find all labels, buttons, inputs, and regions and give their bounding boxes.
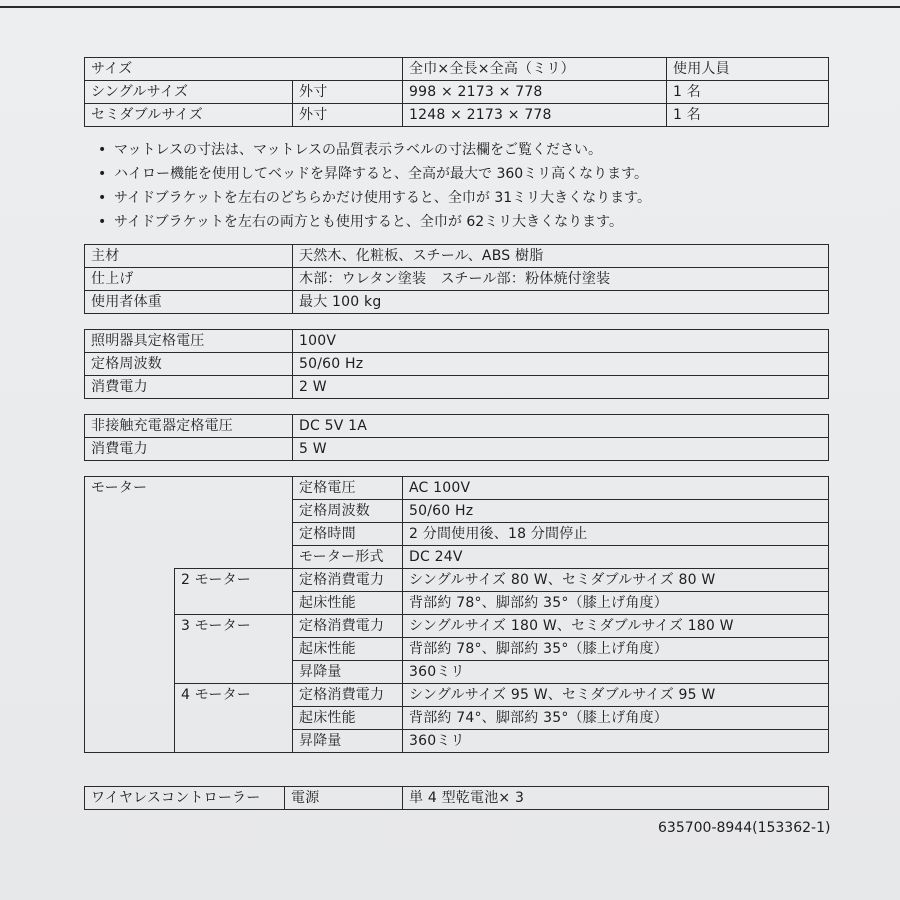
- lighting-value: 100V: [293, 330, 829, 353]
- material-table: [84, 244, 829, 314]
- size-name: シングルサイズ: [85, 81, 293, 104]
- motor-value: シングルサイズ 180 W、セミダブルサイズ 180 W: [403, 615, 829, 638]
- charger-label: 非接触充電器定格電圧: [85, 415, 293, 438]
- lighting-row: [85, 330, 829, 353]
- size-header-dims: 全巾×全長×全高（ミリ）: [403, 58, 667, 81]
- material-value: 天然木、化粧板、スチール、ABS 樹脂: [293, 245, 829, 268]
- motor-group-name: 4 モーター: [175, 684, 293, 753]
- charger-value: DC 5V 1A: [293, 415, 829, 438]
- lighting-row: [85, 353, 829, 376]
- charger-label: 消費電力: [85, 438, 293, 461]
- motor-value: シングルサイズ 80 W、セミダブルサイズ 80 W: [403, 569, 829, 592]
- motor-label: 定格消費電力: [293, 615, 403, 638]
- motor-label: 昇降量: [293, 661, 403, 684]
- material-value: 最大 100 kg: [293, 291, 829, 314]
- charger-value: 5 W: [293, 438, 829, 461]
- material-row: [85, 291, 829, 314]
- note-text: サイドブラケットを左右のどちらかだけ使用すると、全巾が 31ミリ大きくなります。: [114, 190, 652, 206]
- note-text: サイドブラケットを左右の両方とも使用すると、全巾が 62ミリ大きくなります。: [114, 214, 624, 230]
- motor-group-name: 2 モーター: [175, 569, 293, 615]
- material-row: [85, 245, 829, 268]
- size-header-people: 使用人員: [667, 58, 829, 81]
- charger-table: [84, 414, 829, 461]
- charger-row: [85, 415, 829, 438]
- motor-row: [85, 477, 829, 500]
- motor-label: 起床性能: [293, 707, 403, 730]
- note-item: • ハイロー機能を使用してベッドを昇降すると、全高が最大で 360ミリ高くなります。: [98, 166, 649, 182]
- size-row: [85, 104, 829, 127]
- motor-value: 50/60 Hz: [403, 500, 829, 523]
- size-people: 1 名: [667, 81, 829, 104]
- motor-value: 360ミリ: [403, 661, 829, 684]
- motor-label: モーター形式: [293, 546, 403, 569]
- charger-row: [85, 438, 829, 461]
- size-table: [84, 57, 829, 127]
- lighting-label: 消費電力: [85, 376, 293, 399]
- material-row: [85, 268, 829, 291]
- size-dims: 998 × 2173 × 778: [403, 81, 667, 104]
- motor-spacer: [85, 569, 175, 753]
- controller-table: [84, 786, 829, 810]
- material-value: 木部：ウレタン塗装 スチール部：粉体焼付塗装: [293, 268, 829, 291]
- material-label: 仕上げ: [85, 268, 293, 291]
- controller-row: [85, 787, 829, 810]
- motor-group-name: 3 モーター: [175, 615, 293, 684]
- lighting-label: 定格周波数: [85, 353, 293, 376]
- lighting-table: [84, 329, 829, 399]
- motor-label: 定格消費電力: [293, 569, 403, 592]
- motor-label: 定格時間: [293, 523, 403, 546]
- motor-label: 昇降量: [293, 730, 403, 753]
- lighting-value: 50/60 Hz: [293, 353, 829, 376]
- note-item: • マットレスの寸法は、マットレスの品質表示ラベルの寸法欄をご覧ください。: [98, 142, 603, 158]
- lighting-label: 照明器具定格電圧: [85, 330, 293, 353]
- motor-value: シングルサイズ 95 W、セミダブルサイズ 95 W: [403, 684, 829, 707]
- material-label: 主材: [85, 245, 293, 268]
- motor-label: 定格消費電力: [293, 684, 403, 707]
- motor-value: 背部約 74°、脚部約 35°（膝上げ角度）: [403, 707, 829, 730]
- motor-title: モーター: [85, 477, 293, 569]
- motor-value: 背部約 78°、脚部約 35°（膝上げ角度）: [403, 592, 829, 615]
- note-text: マットレスの寸法は、マットレスの品質表示ラベルの寸法欄をご覧ください。: [114, 142, 603, 158]
- controller-value: 単 4 型乾電池× 3: [403, 787, 829, 810]
- material-label: 使用者体重: [85, 291, 293, 314]
- size-people: 1 名: [667, 104, 829, 127]
- motor-value: 2 分間使用後、18 分間停止: [403, 523, 829, 546]
- controller-sub: 電源: [285, 787, 403, 810]
- note-item: • サイドブラケットを左右のどちらかだけ使用すると、全巾が 31ミリ大きくなります。: [98, 190, 652, 206]
- motor-row: [85, 615, 829, 638]
- size-label: 外寸: [293, 81, 403, 104]
- motor-value: AC 100V: [403, 477, 829, 500]
- product-code: 635700-8944(153362-1): [658, 820, 831, 836]
- motor-label: 定格周波数: [293, 500, 403, 523]
- note-text: ハイロー機能を使用してベッドを昇降すると、全高が最大で 360ミリ高くなります。: [114, 166, 649, 182]
- note-item: • サイドブラケットを左右の両方とも使用すると、全巾が 62ミリ大きくなります。: [98, 214, 624, 230]
- lighting-value: 2 W: [293, 376, 829, 399]
- motor-table: [84, 476, 829, 753]
- size-header-label: サイズ: [85, 58, 293, 81]
- size-header-blank: [293, 58, 403, 81]
- size-label: 外寸: [293, 104, 403, 127]
- motor-row: [85, 569, 829, 592]
- size-name: セミダブルサイズ: [85, 104, 293, 127]
- motor-label: 起床性能: [293, 638, 403, 661]
- motor-label: 定格電圧: [293, 477, 403, 500]
- motor-label: 起床性能: [293, 592, 403, 615]
- notes-list: [98, 138, 838, 234]
- size-dims: 1248 × 2173 × 778: [403, 104, 667, 127]
- controller-label: ワイヤレスコントローラー: [85, 787, 285, 810]
- lighting-row: [85, 376, 829, 399]
- size-header-row: [85, 58, 829, 81]
- motor-value: 360ミリ: [403, 730, 829, 753]
- motor-row: [85, 684, 829, 707]
- size-row: [85, 81, 829, 104]
- top-rule: [0, 6, 900, 8]
- motor-value: DC 24V: [403, 546, 829, 569]
- motor-value: 背部約 78°、脚部約 35°（膝上げ角度）: [403, 638, 829, 661]
